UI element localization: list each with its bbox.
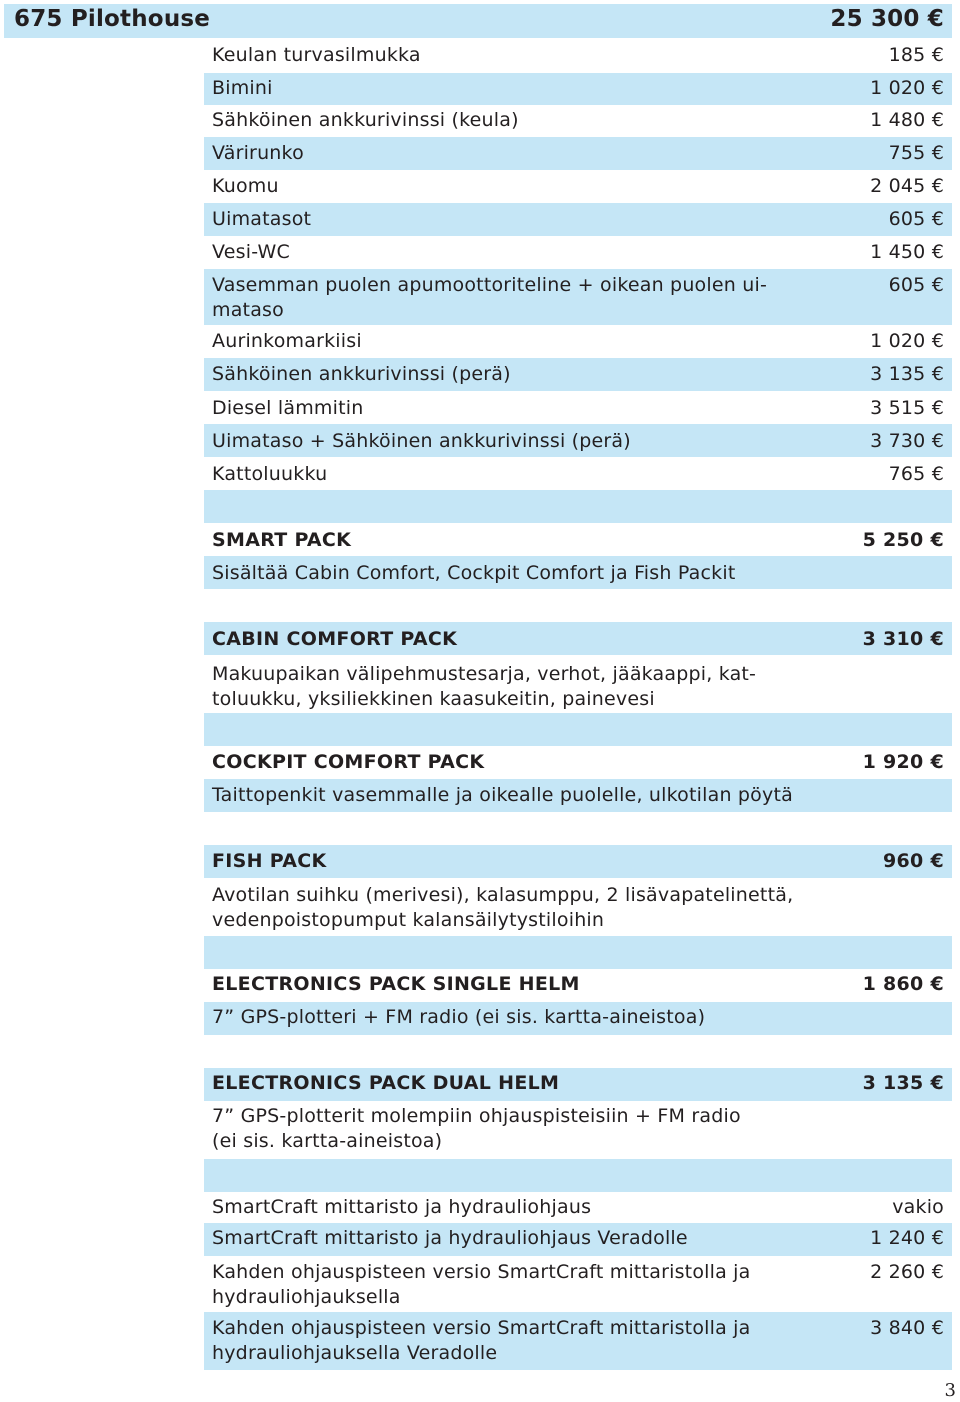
pack-price: 3 135 € (862, 1072, 944, 1094)
option-row (204, 457, 952, 490)
option-label: Aurinkomarkiisi (212, 330, 362, 352)
section-spacer (204, 812, 952, 845)
model-base-price: 25 300 € (830, 6, 944, 32)
pack-price: 1 860 € (862, 973, 944, 995)
option-label: Sähköinen ankkurivinssi (perä) (212, 363, 511, 385)
pack-header-row (204, 845, 952, 878)
pack-description-row (204, 1002, 952, 1035)
steering-option-label: Kahden ohjauspisteen versio SmartCraft mittaristolla ja (212, 1317, 751, 1339)
option-row (204, 269, 952, 325)
option-price: 755 € (888, 142, 944, 164)
pack-description-row (204, 1101, 952, 1159)
option-row (204, 73, 952, 105)
steering-option-row (204, 1192, 952, 1223)
pack-header-row (204, 622, 952, 655)
option-row (204, 391, 952, 424)
option-price: 605 € (888, 208, 944, 230)
steering-option-label: SmartCraft mittaristo ja hydrauliohjaus Veradolle (212, 1227, 688, 1249)
option-label: Uimatasot (212, 208, 312, 230)
option-label: Kuomu (212, 175, 279, 197)
pack-price: 1 920 € (862, 751, 944, 773)
option-row (204, 203, 952, 236)
option-price: 1 020 € (870, 330, 944, 352)
pack-description-row (204, 779, 952, 812)
option-price: 1 020 € (870, 77, 944, 99)
section-spacer (204, 1035, 952, 1068)
option-label: Keulan turvasilmukka (212, 44, 421, 66)
pack-description: Taittopenkit vasemmalle ja oikealle puolelle, ulkotilan pöytä (212, 784, 793, 806)
steering-option-price: 1 240 € (870, 1227, 944, 1249)
pack-description: vedenpoistopumput kalansäilytystiloihin (212, 909, 605, 931)
section-spacer (204, 589, 952, 622)
pack-name: COCKPIT COMFORT PACK (212, 751, 485, 773)
option-label: Sähköinen ankkurivinssi (keula) (212, 109, 519, 131)
pack-name: ELECTRONICS PACK DUAL HELM (212, 1072, 560, 1094)
steering-option-row (204, 1256, 952, 1312)
section-divider (204, 1159, 952, 1192)
pack-header-row (204, 1068, 952, 1101)
option-row (204, 41, 952, 73)
pack-header-row (204, 969, 952, 1002)
option-row (204, 137, 952, 170)
option-label: Bimini (212, 77, 273, 99)
steering-option-label: Kahden ohjauspisteen versio SmartCraft mittaristolla ja (212, 1261, 751, 1283)
pack-price: 5 250 € (862, 529, 944, 551)
option-row (204, 424, 952, 457)
pack-header-row (204, 523, 952, 556)
steering-option-price: 3 840 € (870, 1317, 944, 1339)
option-row (204, 325, 952, 358)
option-label: Vesi-WC (212, 241, 290, 263)
section-divider (204, 490, 952, 523)
steering-option-price: 2 260 € (870, 1261, 944, 1283)
pack-description-row (204, 878, 952, 936)
pack-price: 3 310 € (862, 628, 944, 650)
steering-option-price: vakio (892, 1196, 944, 1218)
pack-description: Avotilan suihku (merivesi), kalasumppu, 2 lisävapatelinettä, (212, 884, 794, 906)
option-label: Värirunko (212, 142, 304, 164)
pack-description: (ei sis. kartta-aineistoa) (212, 1130, 443, 1152)
pack-name: SMART PACK (212, 529, 352, 551)
steering-option-row (204, 1312, 952, 1370)
option-price: 2 045 € (870, 175, 944, 197)
option-label: Diesel lämmitin (212, 397, 364, 419)
option-price: 1 480 € (870, 109, 944, 131)
pack-description: toluukku, yksiliekkinen kaasukeitin, painevesi (212, 688, 655, 710)
pack-name: ELECTRONICS PACK SINGLE HELM (212, 973, 580, 995)
section-divider (204, 713, 952, 746)
page-number: 3 (944, 1380, 956, 1401)
steering-option-label: SmartCraft mittaristo ja hydrauliohjaus (212, 1196, 592, 1218)
pack-description-row (204, 556, 952, 589)
pack-description: Sisältää Cabin Comfort, Cockpit Comfort ja Fish Packit (212, 562, 736, 584)
pack-name: CABIN COMFORT PACK (212, 628, 458, 650)
pack-description: Makuupaikan välipehmustesarja, verhot, jääkaappi, kat- (212, 663, 757, 685)
section-divider (204, 936, 952, 969)
option-price: 3 515 € (870, 397, 944, 419)
option-label: Kattoluukku (212, 463, 328, 485)
pack-name: FISH PACK (212, 850, 327, 872)
option-label: mataso (212, 299, 284, 321)
option-price: 3 730 € (870, 430, 944, 452)
pack-header-row (204, 746, 952, 779)
option-price: 3 135 € (870, 363, 944, 385)
option-label: Vasemman puolen apumoottoriteline + oikean puolen ui- (212, 274, 768, 296)
option-price: 605 € (888, 274, 944, 296)
option-row (204, 236, 952, 269)
steering-option-label: hydrauliohjauksella Veradolle (212, 1342, 498, 1364)
option-row (204, 358, 952, 391)
pack-description: 7” GPS-plotteri + FM radio (ei sis. kartta-aineistoa) (212, 1006, 706, 1028)
option-price: 765 € (888, 463, 944, 485)
option-row (204, 105, 952, 137)
pack-price: 960 € (883, 850, 944, 872)
pack-description-row (204, 655, 952, 713)
option-price: 185 € (888, 44, 944, 66)
steering-option-row (204, 1223, 952, 1256)
model-name: 675 Pilothouse (14, 6, 211, 32)
steering-option-label: hydrauliohjauksella (212, 1286, 401, 1308)
model-title-row (4, 4, 952, 38)
option-label: Uimataso + Sähköinen ankkurivinssi (perä) (212, 430, 631, 452)
pack-description: 7” GPS-plotterit molempiin ohjauspisteisiin + FM radio (212, 1105, 741, 1127)
option-price: 1 450 € (870, 241, 944, 263)
option-row (204, 170, 952, 203)
